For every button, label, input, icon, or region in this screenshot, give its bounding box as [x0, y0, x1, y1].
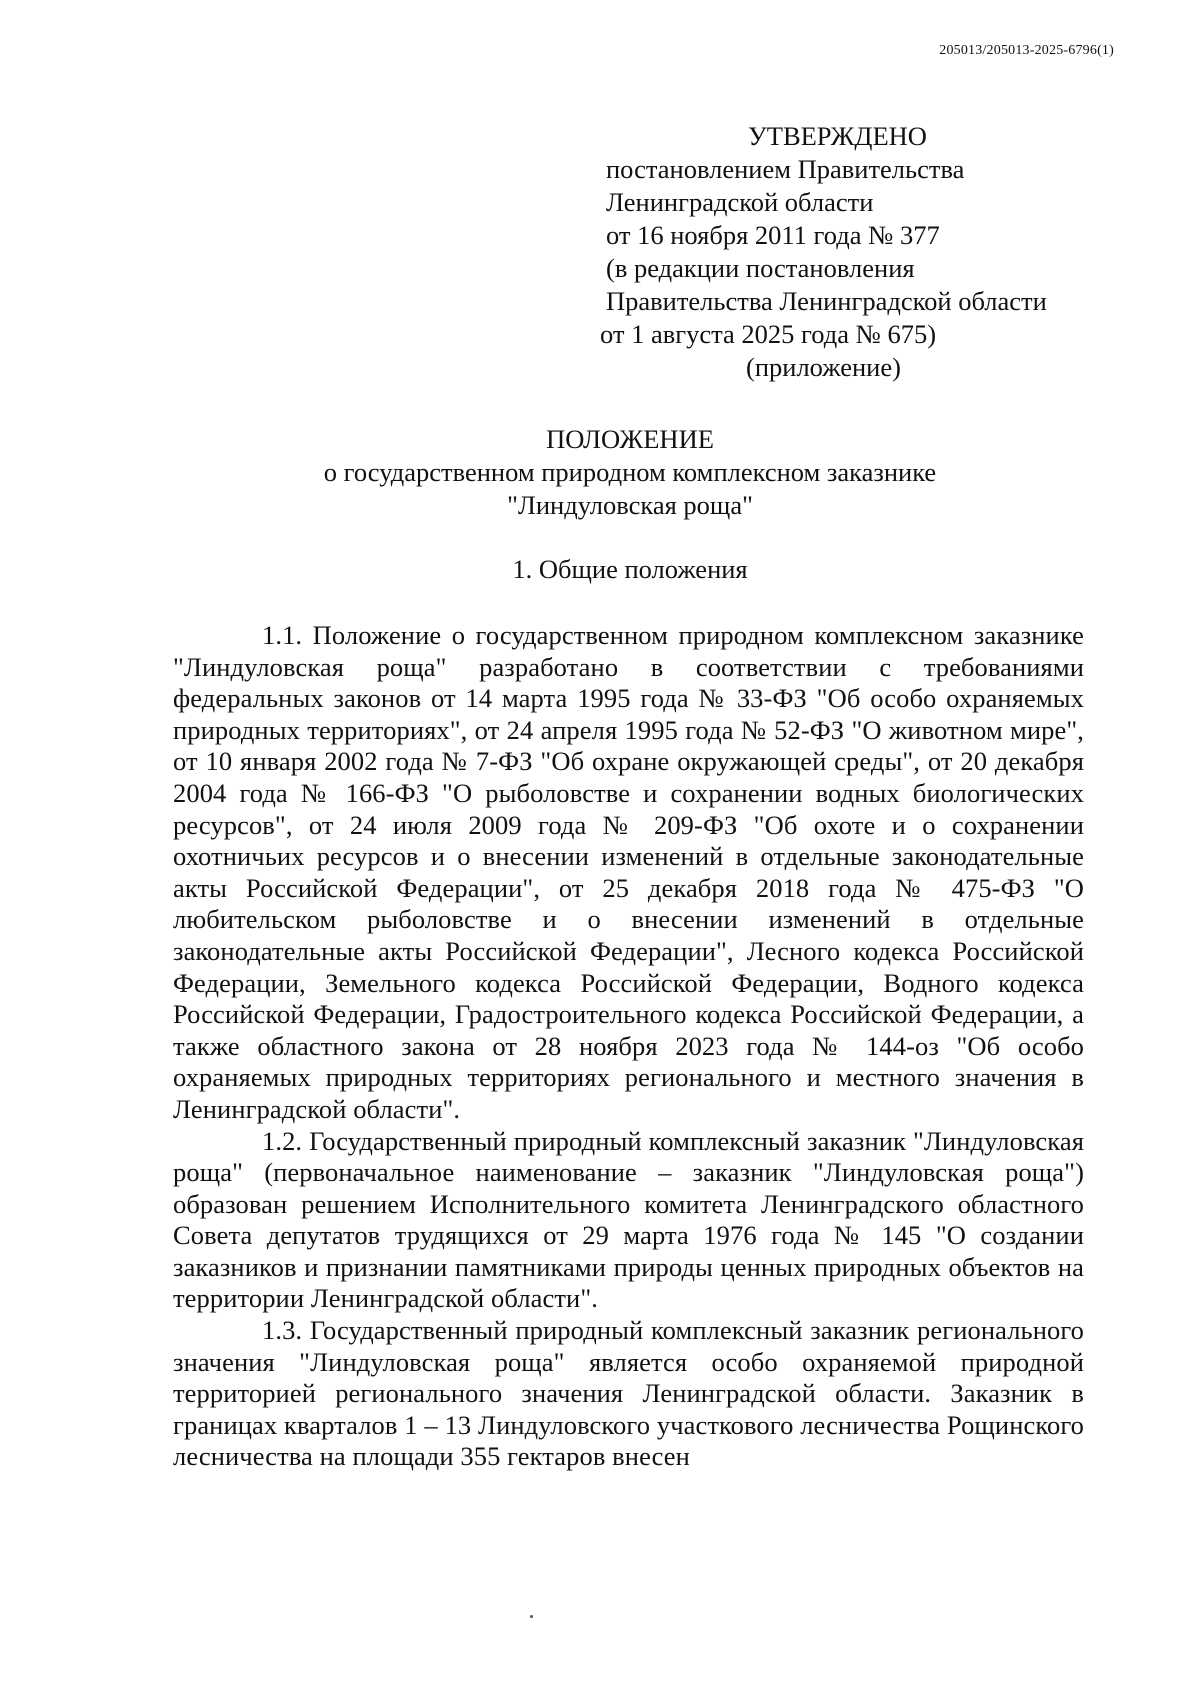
- paragraph-1-2: 1.2. Государственный природный комплексный заказник "Линдуловская роща" (первоначальное наименование – заказник "Линдуловская роща") образован решением Исполнительного комитета Ленинградского областного Совета депутатов трудящихся от 29 марта 1976 года № 145 "О создании заказников и признании памятниками природы ценных природных объектов на территории Ленинградской области".: [173, 1125, 1084, 1314]
- approval-stamp: УТВЕРЖДЕНО: [748, 121, 927, 151]
- document-id: 205013/205013-2025-6796(1): [939, 43, 1114, 58]
- document-body: [173, 620, 1084, 1473]
- section-heading: 1. Общие положения: [512, 554, 748, 584]
- title-main: ПОЛОЖЕНИЕ: [546, 424, 714, 454]
- approval-line-4: (в редакции постановления: [606, 253, 915, 283]
- title-sub-1: о государственном природном комплексном заказнике: [323, 457, 937, 487]
- document-title: [0, 423, 1200, 522]
- paragraph-1-3: 1.3. Государственный природный комплексный заказник регионального значения "Линдуловская роща" является особо охраняемой природной территорией регионального значения Ленинградской области. Заказник в границах кварталов 1 – 13 Линдуловского участкового лесничества Рощинского лесничества на площади 355 гектаров внесен: [173, 1315, 1084, 1472]
- title-sub-2: "Линдуловская роща": [507, 490, 753, 520]
- approval-block: [600, 120, 1047, 384]
- approval-line-3: от 16 ноября 2011 года № 377: [606, 220, 940, 250]
- approval-line-1: постановлением Правительства: [606, 154, 965, 184]
- approval-annex: (приложение): [746, 352, 901, 382]
- paragraph-1-1: 1.1. Положение о государственном природном комплексном заказнике "Линдуловская роща" разработано в соответствии с требованиями федеральных законов от 14 марта 1995 года № 33-ФЗ "Об особо охраняемых природных территориях", от 24 апреля 1995 года № 52-ФЗ "О животном мире", от 10 января 2002 года № 7-ФЗ "Об охране окружающей среды", от 20 декабря 2004 года № 166-ФЗ "О рыболовстве и сохранении водных биологических ресурсов", от 24 июля 2009 года № 209-ФЗ "Об охоте и о сохранении охотничьих ресурсов и о внесении изменений в отдельные законодательные акты Российской Федерации", от 25 декабря 2018 года № 475-ФЗ "О любительском рыболовстве и о внесении изменений в отдельные законодательные акты Российской Федерации", Лесного кодекса Российской Федерации, Земельного кодекса Российской Федерации, Водного кодекса Российской Федерации, Градостроительного кодекса Российской Федерации, а также областного закона от 28 ноября 2023 года № 144-оз "Об особо охраняемых природных территориях регионального и местного значения в Ленинградской области".: [173, 620, 1084, 1124]
- approval-line-2: Ленинградской области: [606, 187, 874, 217]
- scan-speck: [530, 1615, 533, 1618]
- approval-line-5: Правительства Ленинградской области: [606, 286, 1047, 316]
- approval-line-6: от 1 августа 2025 года № 675): [600, 319, 937, 349]
